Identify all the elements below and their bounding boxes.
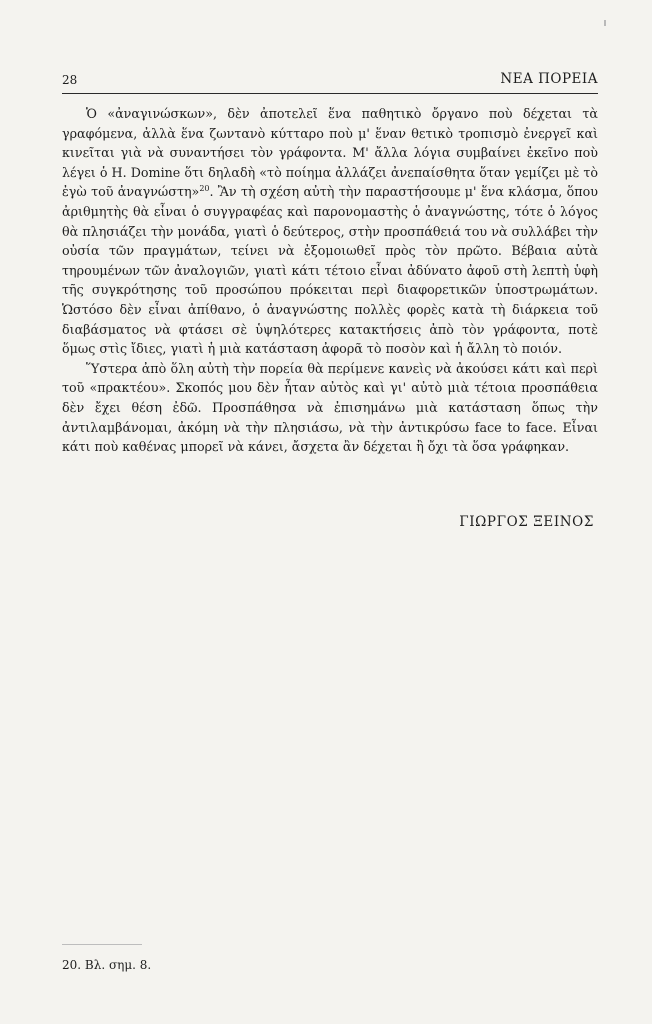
running-title: ΝΕΑ ΠΟΡΕΙΑ <box>500 71 598 87</box>
paragraph-1-text-a: Ὁ «ἀναγινώσκων», δὲν ἀποτελεῖ ἕνα παθητικὸ ὄργανο ποὺ δέχεται τὰ γραφόμενα, ἀλλὰ ἕνα ζωντανὸ κύτταρο ποὺ μ' ἕναν θετικὸ τροπισμὸ ἐνεργεῖ καὶ κινεῖται γιὰ νὰ συναντήσει τὸν γράφοντα. Μ' ἄλλα λόγια συμβαίνει ἐκεῖνο ποὺ λέγει ὁ Η. Domine ὅτι δηλαδὴ «τὸ ποίημα ἀλλάζει ἀνεπαίσθητα ὅταν γεμίζει μὲ τὸ ἐγὼ τοῦ ἀναγνώστη» <box>62 106 598 200</box>
footnote-divider <box>62 944 142 945</box>
paragraph-1 <box>62 104 598 359</box>
page-number: 28 <box>62 73 78 87</box>
footnote: 20. Βλ. σημ. 8. <box>62 958 152 972</box>
scan-speck <box>604 20 606 26</box>
page-header <box>62 71 598 94</box>
author-signature: ΓΙΩΡΓΟΣ ΞΕΙΝΟΣ <box>459 514 594 530</box>
article-body <box>62 104 598 457</box>
footnote-reference[interactable]: 20 <box>199 184 210 194</box>
paragraph-1-text-b: . Ἂν τὴ σχέση αὐτὴ τὴν παραστήσουμε μ' ἕνα κλάσμα, ὅπου ἀριθμητὴς θὰ εἶναι ὁ συγγραφέας καὶ παρονομαστὴς ὁ ἀναγνώστης, τότε ὁ λόγος θὰ πλησιάζει τὴν μονάδα, γιατὶ ὁ δεύτερος, στὴν προσπάθειά του νὰ συλλάβει τὴν οὐσία τῶν πραγμάτων, τείνει νὰ ἐξομοιωθεῖ πρὸς τὸν πρῶτο. Βέβαια αὐτὰ τηρουμένων τῶν ἀναλογιῶν, γιατὶ κάτι τέτοιο εἶναι ἀδύνατο ἀφοῦ στὴ λεπτὴ ὑφὴ τῆς συγκρότησης τοῦ προσώπου πρόκειται περὶ διαφορετικῶν ὑποστρωμάτων. Ὡστόσο δὲν εἶναι ἀπίθανο, ὁ ἀναγνώστης πολλὲς φορὲς κατὰ τὴ διάρκεια τοῦ διαβάσματος νὰ φτάσει σὲ ὑψηλότερες κατακτήσεις ἀπὸ τὸν γράφοντα, ποτὲ ὅμως στὶς ἴδιες, γιατὶ ἡ μιὰ κατάσταση ἀφορᾶ τὸ ποσὸν καὶ ἡ ἄλλη τὸ ποιόν. <box>62 184 598 357</box>
paragraph-2: Ὕστερα ἀπὸ ὅλη αὐτὴ τὴν πορεία θὰ περίμενε κανεὶς νὰ ἀκούσει κάτι καὶ περὶ τοῦ «πρακτέου». Σκοπός μου δὲν ἦταν αὐτὸς καὶ γι' αὐτὸ μιὰ τέτοια προσπάθεια δὲν ἔχει θέση ἐδῶ. Προσπάθησα νὰ ἐπισημάνω μιὰ κατάσταση ὅπως τὴν ἀντιλαμβάνομαι, ἀκόμη νὰ τὴν πλησιάσω, νὰ τὴν ἀντικρύσω face to face. Εἶναι κάτι ποὺ καθένας μπορεῖ νὰ κάνει, ἄσχετα ἂν δέχεται ἢ ὄχι τὰ ὅσα γράφηκαν. <box>62 360 598 455</box>
